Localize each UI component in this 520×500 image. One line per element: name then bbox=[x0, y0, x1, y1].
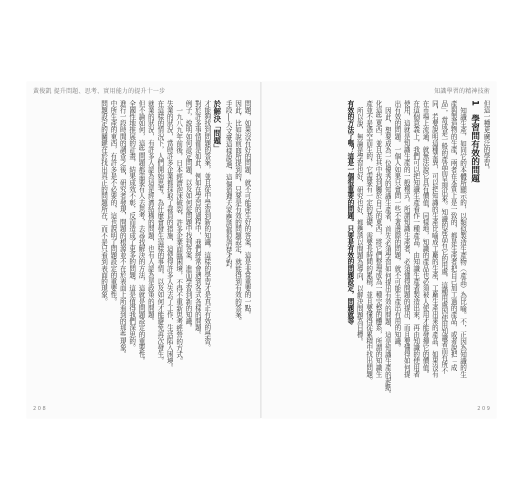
text-column: 使用，這就是知識生產的一般模式。所謂知識生產者，必須懂得問題的提出，而且要懂得如何提 bbox=[402, 100, 411, 378]
text-column: 出有效的問題。一個人如果只會問一些不著邊際的問題，就不可能生產出有用的知識。 bbox=[392, 100, 401, 351]
right-page-number: 2 0 9 bbox=[477, 406, 490, 412]
text-column: 進行一段時間的調查之後，研究者發現，問題的根源並不在於表面上所看到的那些現象。 bbox=[118, 100, 127, 358]
right-running-header: 知識學習的精神技術 bbox=[434, 88, 490, 95]
text-column: 在市場上流通，就無法說它具有價值，同樣地，知識的產品也必須被人使用才能發揮它的價值。 bbox=[421, 100, 430, 378]
text-column: 知識生產，如同它的本體所顯示的，以類似製造生產物（產品）為比喻。不，正因為知識的生 bbox=[458, 106, 467, 378]
chapter-section-heading: 1 學習問有效的問題 bbox=[469, 100, 480, 183]
text-column: 問題設定的關鍵在於找出真正的問題所在，而不是只看到表面的現象。 bbox=[99, 100, 108, 305]
text-column: 化這些東西，並且在其中找到屬於自己的東西，將它們整理成為一種完整的體系，所謂的知識生 bbox=[374, 100, 383, 378]
text-column: 產與製造物的生產，兩者在本質上是一致的，都是生產者把自己加工過的產品，或者說把「成 bbox=[449, 100, 458, 371]
intro-line: 但這一種更廣泛的學習。 bbox=[482, 100, 490, 173]
left-page-body bbox=[33, 100, 251, 400]
text-column: 失業的狀況，當時許多企業都採取了裁員的措施，這使得許多人失去了工作，生活陷入困境。 bbox=[165, 100, 174, 371]
section-heading: 於解決「問題」 bbox=[212, 100, 222, 152]
right-page-body bbox=[268, 100, 490, 400]
text-column: 品」，當成是一般的產品而呈現出來。知識的產品有它的用處，這種用處因使用知識者而有所不 bbox=[439, 100, 448, 374]
right-page bbox=[262, 82, 496, 418]
left-page bbox=[27, 82, 261, 418]
text-column: 例子，說明如何設定問題，以及如何從問題中找到答案，進而學習到新的知識。 bbox=[184, 100, 193, 331]
text-column: 全國性地推展的計畫，結果成效不彰，反而造成了更多的問題，這是值得我們深思的。 bbox=[127, 100, 136, 351]
text-column: 因此，想要成為一位優秀的知識生產者，首先必須學習如何提出有效的問題，這是知識生產的起點。 bbox=[383, 106, 392, 397]
text-column: 但不論如何，這些問題都需要有人去思考，去尋找解決的方法，這就是問題設定的重要性。 bbox=[137, 100, 146, 364]
text-column: 一九八九年前後，日本經濟泡沫破裂，許多企業面臨困境，不得不重新思考經營的方式。 bbox=[174, 106, 183, 364]
left-page-number: 2 0 8 bbox=[33, 406, 46, 412]
text-column: 所以說，無論是學習也好，研究也好，都應該以問題為導向，以解決問題為目標。 bbox=[355, 106, 364, 345]
emphasized-text-column: 有效的方法了嗎？這是一個很重要的問題。只要是有效的問題設定，問題就等 bbox=[345, 100, 354, 325]
text-column: 中所生產的東西，有許多是不必要的，這也說明了問題設定的重要性。 bbox=[108, 100, 117, 305]
text-column: 產並不是憑空而生的，它需要有一定的基礎，需要長時間的累積，並且要懂得從累積中找出問題。 bbox=[364, 100, 373, 384]
text-column: 問題，如果沒有好的問題，就不可能產生好的答案，這是非常重要的一點。 bbox=[243, 100, 251, 318]
left-running-header: 黃俊凱 提升問題、思考、實用能力的提升十一步 bbox=[33, 88, 166, 95]
text-column: 在這個意義上，我們可以把知識生產看作一種產品，由知識生產者製造出來，再由知識的使用者 bbox=[411, 100, 420, 378]
text-column: 因此，比如說前面所提到的，只要是有效的問題設定，就能得到有效的答案。 bbox=[233, 100, 242, 325]
text-column: 才能夠找到問題的答案，並且從中學習到新的知識，這樣的學習才是真正有效的學習。 bbox=[202, 100, 211, 351]
text-column: 同，若要說明這種差異，可以把知識的生產比喻成工廠的生產，工廠生產出來的產品，如果沒有 bbox=[430, 100, 439, 378]
text-column: 對於許多事情都是如此，例如在學習的過程中，我們經常會遇到各式各樣的問題。 bbox=[193, 100, 202, 338]
text-column: 在這樣的情況下，人們開始思考，為什麼會發生這樣的事情，以及如何才能避免再次發生。 bbox=[155, 100, 164, 364]
text-column: 手段──大文豪這樣說過，這個道理大家應該都很清楚才對。 bbox=[224, 100, 233, 273]
text-column: 就業的狀況，有許多人認為這是經濟結構的問題，也有人認為是政策的問題。 bbox=[146, 100, 155, 325]
